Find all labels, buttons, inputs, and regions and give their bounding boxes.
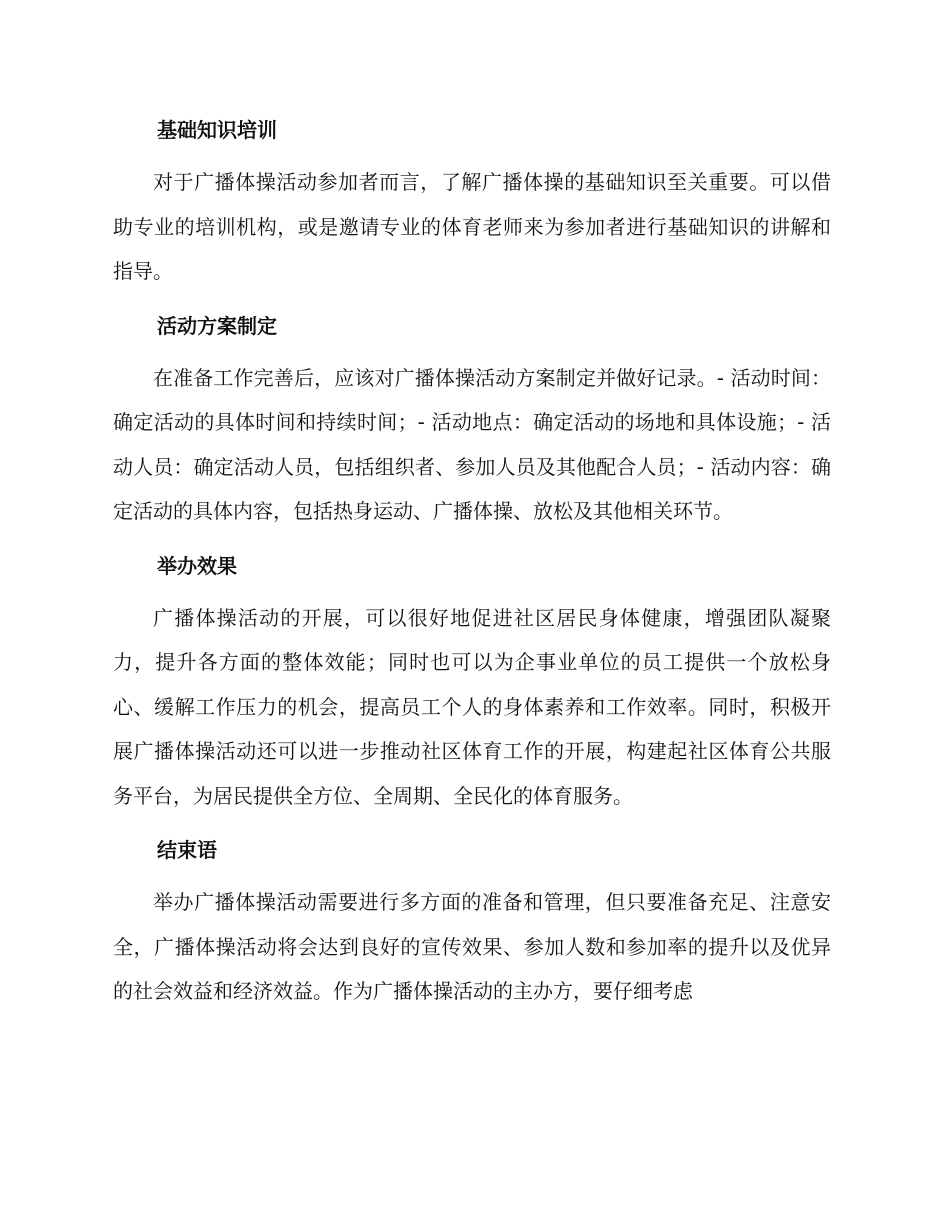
section-heading: 举办效果 bbox=[157, 553, 237, 578]
section-paragraph: 在准备工作完善后，应该对广播体操活动方案制定并做好记录。- 活动时间：确定活动的具体时间和持续时间；- 活动地点：确定活动的场地和具体设施；- 活动人员：确定活动人员，包括组织者、参加人员及其他配合人员；- 活动内容：确定活动的具体内容，包括热身运动、广播体操、放松及其他相关环节。 bbox=[113, 365, 831, 523]
section-heading: 基础知识培训 bbox=[157, 118, 277, 142]
section-results bbox=[113, 544, 831, 819]
section-activity-plan bbox=[113, 304, 831, 534]
document-page bbox=[113, 108, 831, 1024]
section-basic-training bbox=[113, 108, 831, 294]
section-conclusion bbox=[113, 828, 831, 1014]
section-paragraph: 举办广播体操活动需要进行多方面的准备和管理，但只要准备充足、注意安全，广播体操活动将会达到良好的宣传效果、参加人数和参加率的提升以及优异的社会效益和经济效益。作为广播体操活动的主办方，要仔细考虑 bbox=[113, 890, 831, 1003]
section-paragraph: 对于广播体操活动参加者而言，了解广播体操的基础知识至关重要。可以借助专业的培训机构，或是邀请专业的体育老师来为参加者进行基础知识的讲解和指导。 bbox=[113, 170, 831, 283]
section-heading: 活动方案制定 bbox=[157, 313, 277, 338]
section-paragraph: 广播体操活动的开展，可以很好地促进社区居民身体健康，增强团队凝聚力，提升各方面的整体效能；同时也可以为企事业单位的员工提供一个放松身心、缓解工作压力的机会，提高员工个人的身体素养和工作效率。同时，积极开展广播体操活动还可以进一步推动社区体育工作的开展，构建起社区体育公共服务平台，为居民提供全方位、全周期、全民化的体育服务。 bbox=[113, 605, 831, 808]
section-heading: 结束语 bbox=[157, 838, 217, 862]
